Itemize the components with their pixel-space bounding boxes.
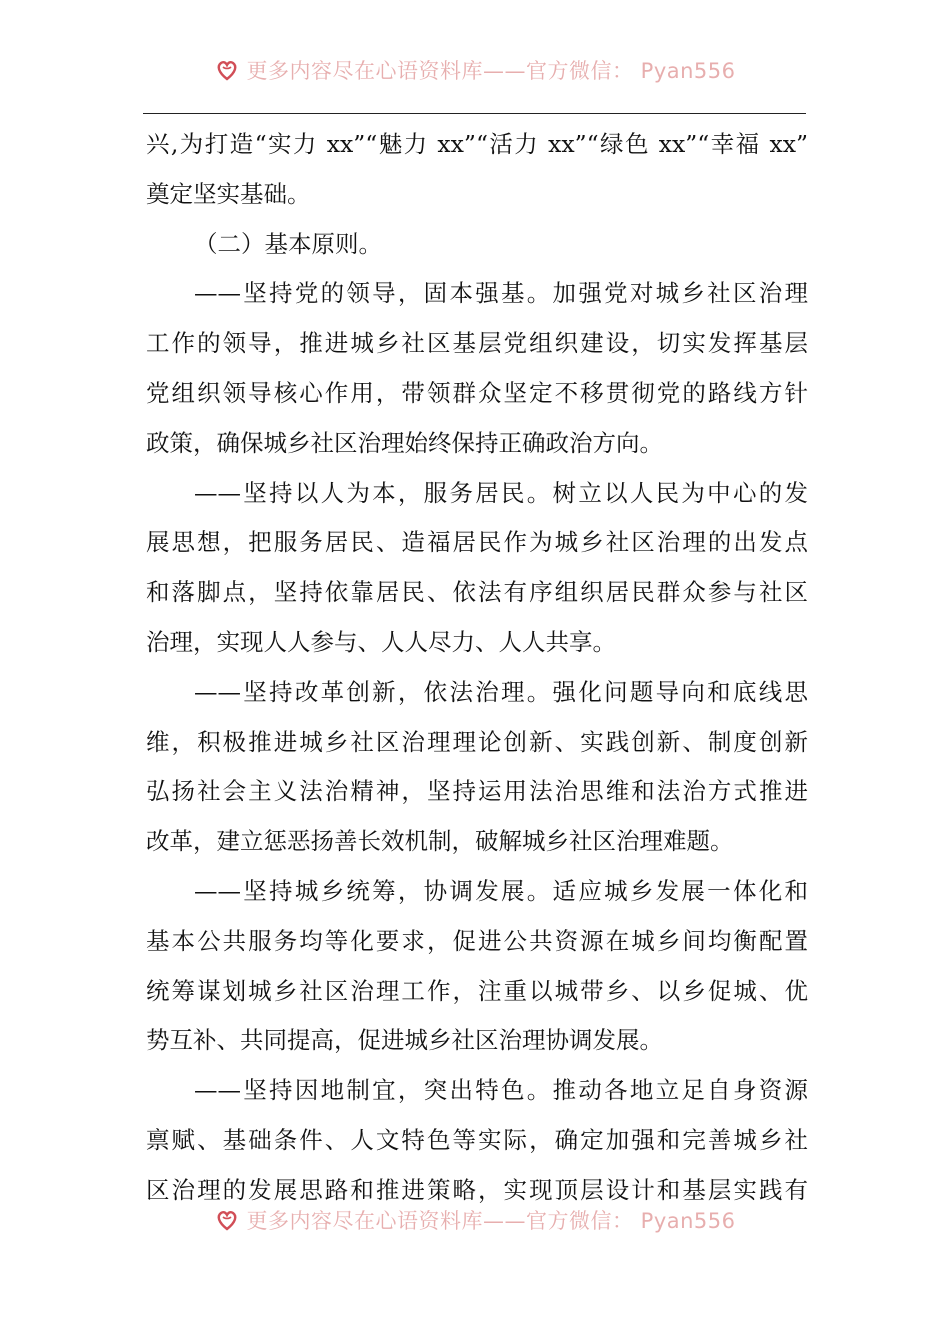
text-line: 禀赋、基础条件、人文特色等实际，确定加强和完善城乡社 (146, 1125, 808, 1154)
text-line: 区治理的发展思路和推进策略，实现顶层设计和基层实践有 (146, 1175, 808, 1204)
text-line: 展思想，把服务居民、造福居民作为城乡社区治理的出发点 (146, 528, 808, 557)
text-line: 工作的领导，推进城乡社区基层党组织建设，切实发挥基层 (146, 329, 808, 358)
text-line: ——坚持以人为本，服务居民。树立以人民为中心的发 (194, 478, 808, 507)
text-line: ——坚持党的领导，固本强基。加强党对城乡社区治理 (194, 279, 808, 308)
text-line: 基本公共服务均等化要求，促进公共资源在城乡间均衡配置 (146, 926, 808, 955)
text-line: 和落脚点，坚持依靠居民、依法有序组织居民群众参与社区 (146, 578, 808, 607)
text-line: 弘扬社会主义法治精神，坚持运用法治思维和法治方式推进 (146, 777, 808, 806)
text-line: 党组织领导核心作用，带领群众坚定不移贯彻党的路线方针 (146, 378, 808, 407)
text-line: 奠定坚实基础。 (146, 179, 311, 208)
text-line: 势互补、共同提高，促进城乡社区治理协调发展。 (146, 1026, 663, 1055)
header-rule (143, 113, 806, 114)
text-line: 改革，建立惩恶扬善长效机制，破解城乡社区治理难题。 (146, 827, 734, 856)
heart-swirl-icon (214, 1207, 240, 1233)
text-line: ——坚持改革创新，依法治理。强化问题导向和底线思 (194, 677, 808, 706)
document-body (146, 120, 808, 1216)
watermark-text: 更多内容尽在心语资料库——官方微信： Pyan556 (246, 1209, 736, 1233)
heart-swirl-icon (214, 57, 240, 83)
text-line: ——坚持因地制宜，突出特色。推动各地立足自身资源 (194, 1076, 808, 1105)
text-line: ——坚持城乡统筹，协调发展。适应城乡发展一体化和 (194, 876, 808, 905)
text-line: 治理，实现人人参与、人人尽力、人人共享。 (146, 627, 616, 656)
text-line: 维，积极推进城乡社区治理理论创新、实践创新、制度创新 (146, 727, 808, 756)
watermark-text: 更多内容尽在心语资料库——官方微信： Pyan556 (246, 59, 736, 83)
text-line: 政策，确保城乡社区治理始终保持正确政治方向。 (146, 428, 663, 457)
header-watermark (0, 52, 950, 88)
footer-watermark (0, 1202, 950, 1238)
text-line: 统筹谋划城乡社区治理工作，注重以城带乡、以乡促城、优 (146, 976, 808, 1005)
section-heading: （二）基本原则。 (194, 229, 382, 258)
text-line: 兴,为打造“实力 xx”“魅力 xx”“活力 xx”“绿色 xx”“幸福 xx” (146, 130, 808, 158)
